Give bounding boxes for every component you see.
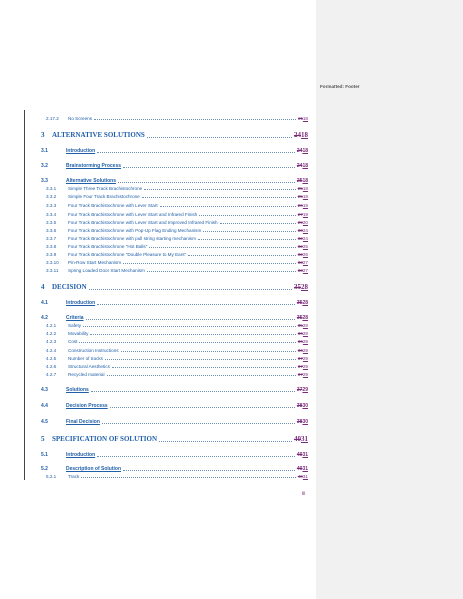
page-number-deleted: 25 [297,194,303,199]
page-number-inserted: 29 [302,348,308,353]
page-number-inserted: 20 [302,220,308,225]
toc-entry-title: Movability [68,331,89,336]
dot-leader [91,391,295,392]
page-number-inserted: 26 [302,252,308,257]
dot-leader [147,137,292,138]
toc-entry-page [298,228,308,233]
toc-entry-page [297,403,308,409]
page-number-deleted: 29 [297,220,303,225]
formatted-comment-label: Formatted: Footer [320,84,360,89]
dot-leader [105,359,296,360]
toc-entry[interactable] [41,163,308,169]
page-number: iii [302,491,306,497]
page-number-inserted: 28 [302,300,308,306]
toc-entry-page [298,474,308,479]
toc-entry-number: 3.3.4 [46,212,57,217]
toc-entry-title: Pin-Row Start Mechanism [68,260,122,265]
page-number-deleted: 40 [294,435,301,443]
toc-entry-number: 4.2.3 [46,339,57,344]
toc-entry[interactable] [46,260,308,265]
dot-leader [94,119,296,120]
dot-leader [79,342,295,343]
page-number-inserted: 19 [302,194,308,199]
toc-entry-title: Final Decision [66,419,100,425]
toc-entry-number: 3.3.6 [46,228,57,233]
toc-entry-page [297,315,308,321]
toc-entry-page [294,435,308,443]
toc-entry-title: Spring Loaded Door Start Mechanism [68,268,145,273]
page-number-inserted: 31 [302,466,308,472]
dot-leader [110,407,295,408]
dot-leader [188,255,296,256]
toc-entry-page [298,236,308,241]
toc-entry-page [298,116,308,121]
toc-entry-title: Solutions [66,387,89,393]
toc-entry-number: 4.4 [41,403,48,409]
toc-entry[interactable] [46,212,308,217]
toc-entry-number: 2.17.2 [46,116,59,121]
page-number-inserted: 27 [302,268,308,273]
toc-entry[interactable] [46,348,308,353]
page-number-deleted: 32 [297,236,303,241]
toc-entry-title: Introduction [66,452,96,458]
toc-entry[interactable] [46,244,308,249]
dot-leader [97,152,295,153]
toc-entry-number: 5.2.1 [46,474,57,479]
page-number-deleted: 32 [297,252,303,257]
page-number-inserted: 18 [302,116,308,121]
dot-leader [199,215,296,216]
page-number-inserted: 25 [302,244,308,249]
page-number-inserted: 18 [302,178,308,184]
toc-entry-number: 5.1 [41,452,48,458]
page-number-deleted: 38 [296,403,303,409]
toc-entry[interactable] [41,178,308,184]
page-number-deleted: 24 [296,163,303,169]
page-number-inserted: 29 [302,339,308,344]
toc-entry-page [298,260,308,265]
page-number-deleted: 25 [297,186,303,191]
dot-leader [144,189,296,190]
dot-leader [149,247,295,248]
dot-leader [220,223,296,224]
toc-entry-number: 4.2.6 [46,364,57,369]
toc-entry[interactable] [46,194,308,199]
dot-leader [90,334,295,335]
toc-entry[interactable] [41,283,308,291]
toc-entry-page [298,356,308,361]
toc-entry[interactable] [41,403,308,409]
toc-entry-page [298,244,308,249]
toc-entry[interactable] [46,372,308,377]
toc-entry[interactable] [41,131,308,139]
toc-entry-number: 4.2 [41,315,48,321]
dot-leader [97,456,295,457]
toc-entry-number: 3.3.2 [46,194,57,199]
page-number-inserted: 18 [302,163,308,169]
toc-entry-title: Cost [68,339,78,344]
toc-entry-title: Number of tracks [68,356,103,361]
toc-entry-page [298,220,308,225]
toc-entry-title: Decision Process [66,403,108,409]
toc-entry-title: Criteria [66,315,84,321]
toc-entry-number: 3.3.3 [46,203,57,208]
toc-entry-number: 3.3.5 [46,220,57,225]
toc-entry-title: Four Track Brachistochrone with Lever Start [68,203,158,208]
dot-leader [198,239,296,240]
page-number-deleted: 40 [296,466,303,472]
page-number-inserted: 31 [302,452,308,458]
toc-entry-page [298,212,308,217]
page-number-deleted: 33 [297,268,303,273]
toc-entry-title: Introduction [66,300,96,306]
toc-entry[interactable] [46,220,308,225]
page-number-deleted: 33 [297,260,303,265]
toc-entry-number: 4.5 [41,419,48,425]
dot-leader [142,197,296,198]
page-number-deleted: 37 [297,372,303,377]
dot-leader [118,182,295,183]
page-number-deleted: 24 [294,131,301,139]
page-number-deleted: 37 [297,364,303,369]
toc-entry[interactable] [46,252,308,257]
toc-entry-page [297,300,308,306]
page-number-deleted: 35 [297,323,303,328]
toc-entry-title: Simple Three Track Brachistochrone [68,186,143,191]
toc-entry-number: 3.3.10 [46,260,59,265]
toc-entry-number: 4.2.1 [46,323,57,328]
toc-entry-number: 3.3.9 [46,252,57,257]
toc-entry[interactable] [41,452,308,458]
toc-entry-title: SPECIFICATION OF SOLUTION [52,435,158,443]
toc-entry-page [294,131,308,139]
toc-entry-number: 4.1 [41,300,48,306]
page-number-inserted: 30 [302,403,308,409]
dot-leader [123,263,296,264]
page-number-deleted: 40 [296,452,303,458]
toc-entry[interactable] [41,419,308,425]
toc-entry-title: Four Track Brachistochrone "Double Pleasure to My Ears" [68,252,187,257]
page-number-deleted: 32 [297,244,303,249]
page-number-inserted: 27 [302,260,308,265]
toc-entry[interactable] [46,186,308,191]
toc-entry[interactable] [46,228,308,233]
dot-leader [112,367,296,368]
dot-leader [107,375,296,376]
dot-leader [97,304,295,305]
toc-entry-page [294,283,308,291]
toc-entry-page [297,163,308,169]
page-number-deleted: 37 [297,356,303,361]
page-number-inserted: 29 [302,387,308,393]
page-number-inserted: 31 [301,435,308,443]
page-number-deleted: 27 [297,212,303,217]
toc-entry-page [298,339,308,344]
toc-entry-number: 3.1 [41,148,48,154]
toc-entry-number: 3.3.1 [46,186,57,191]
toc-entry-title: Recycled material [68,372,105,377]
page-number-deleted: 35 [294,283,301,291]
toc-entry-number: 4.3 [41,387,48,393]
toc-entry-number: 4.2.7 [46,372,57,377]
toc-entry-title: Brainstorming Process [66,163,122,169]
page-number-inserted: 29 [302,364,308,369]
toc-entry-page [297,466,308,472]
toc-entry-page [297,178,308,184]
toc-entry-title: Four Track Brachistochrone with Pop-Up Flag Ending Mechanism [68,228,202,233]
toc-entry-title: Introduction [66,148,96,154]
page-number-inserted: 19 [302,212,308,217]
page-number-deleted: 36 [297,339,303,344]
toc-entry[interactable] [46,331,308,336]
toc-entry-page [297,387,308,393]
dot-leader [83,326,296,327]
toc-entry-title: Alternative Solutions [66,178,117,184]
page-number-inserted: 18 [302,148,308,154]
page-number-deleted: 25 [296,178,303,184]
toc-entry[interactable] [41,387,308,393]
page-number-inserted: 18 [302,186,308,191]
toc-entry[interactable] [41,315,308,321]
page-number-inserted: 29 [302,356,308,361]
page-number-deleted: 37 [296,387,303,393]
page-number-inserted: 28 [302,315,308,321]
toc-entry-title: Four Track Brachistochrone with Lever Start and Improved Infrared Finish [68,220,218,225]
toc-entry-page [298,331,308,336]
toc-entry-number: 4 [41,283,45,291]
toc-entry-number: 5.2 [41,466,48,472]
toc-entry-page [298,372,308,377]
toc-entry[interactable] [46,356,308,361]
page-number-deleted: 30 [297,228,303,233]
dot-leader [86,319,295,320]
page-number-deleted: 21 [298,116,303,121]
toc-entry-number: 4.2.4 [46,348,57,353]
page-number-inserted: 24 [302,228,308,233]
toc-entry-page [298,194,308,199]
page-number-inserted: 18 [301,131,308,139]
toc-entry-title: Four Track Brachistochrone with pull string starting mechanism [68,236,196,241]
dot-leader [147,271,296,272]
toc-entry-title: Four Track Brachistochrone "Hot Balls" [68,244,148,249]
toc-entry-page [297,148,308,154]
toc-entry[interactable] [46,364,308,369]
toc-entry[interactable] [46,116,308,121]
toc-entry[interactable] [46,236,308,241]
toc-entry-title: Track [68,474,80,479]
dot-leader [123,470,295,471]
page-number-deleted: 35 [296,315,303,321]
page-number-deleted: 35 [296,300,303,306]
toc-entry-page [297,452,308,458]
toc-entry-number: 3.2 [41,163,48,169]
toc-entry-title: Simple Four Track Brachistochrone [68,194,140,199]
page-number-inserted: 29 [302,372,308,377]
page-number-deleted: 36 [297,348,303,353]
toc-entry-number: 3 [41,131,45,139]
toc-entry-title: Structural Aesthetics [68,364,110,369]
toc-entry-title: Description of Solution [66,466,121,472]
toc-entry-page [298,252,308,257]
page-number-deleted: 26 [297,203,303,208]
toc-entry-number: 5 [41,435,45,443]
page-number-inserted: 19 [302,203,308,208]
page-number-inserted: 28 [301,283,308,291]
toc-entry-page [298,203,308,208]
toc-entry-number: 3.3.7 [46,236,57,241]
dot-leader [123,167,295,168]
toc-entry-title: DECISION [52,283,87,291]
page-number-deleted: 38 [296,419,303,425]
dot-leader [89,289,292,290]
page-number-inserted: 31 [302,474,308,479]
page-number-inserted: 30 [302,419,308,425]
toc-entry-number: 4.2.2 [46,331,57,336]
toc-entry-number: 4.2.5 [46,356,57,361]
toc-entry-page [298,364,308,369]
dot-leader [160,206,296,207]
dot-leader [203,231,295,232]
page-number-inserted: 28 [302,323,308,328]
page-number-deleted: 24 [296,148,303,154]
toc-entry-page [297,419,308,425]
page-number-inserted: 24 [302,236,308,241]
toc-entry[interactable] [41,435,308,443]
toc-entry[interactable] [41,300,308,306]
toc-entry-page [298,268,308,273]
page-number-deleted: 40 [297,474,303,479]
toc-entry[interactable] [41,148,308,154]
toc-entry[interactable] [46,268,308,273]
toc-entry-number: 3.3.8 [46,244,57,249]
dot-leader [121,351,296,352]
toc-entry-number: 3.3.11 [46,268,59,273]
toc-entry[interactable] [46,323,308,328]
toc-entry-number: 3.3 [41,178,48,184]
toc-entry-title: ALTERNATIVE SOLUTIONS [52,131,145,139]
page-number-deleted: 36 [297,331,303,336]
dot-leader [81,477,295,478]
toc-entry-page [298,323,308,328]
page-number-inserted: 28 [302,331,308,336]
toc-entry-title: Four Track Brachistochrone with Lever Start and Infrared Finish [68,212,198,217]
toc-entry[interactable] [46,339,308,344]
toc-entry-title: No Screens [68,116,93,121]
toc-entry-page [298,348,308,353]
toc-entry-title: Safety [68,323,82,328]
toc-entry-page [298,186,308,191]
dot-leader [102,423,295,424]
dot-leader [159,441,292,442]
toc-entry[interactable] [46,474,308,479]
toc-entry[interactable] [46,203,308,208]
toc-entry-title: Construction Instructions [68,348,119,353]
toc-entry[interactable] [41,466,308,472]
